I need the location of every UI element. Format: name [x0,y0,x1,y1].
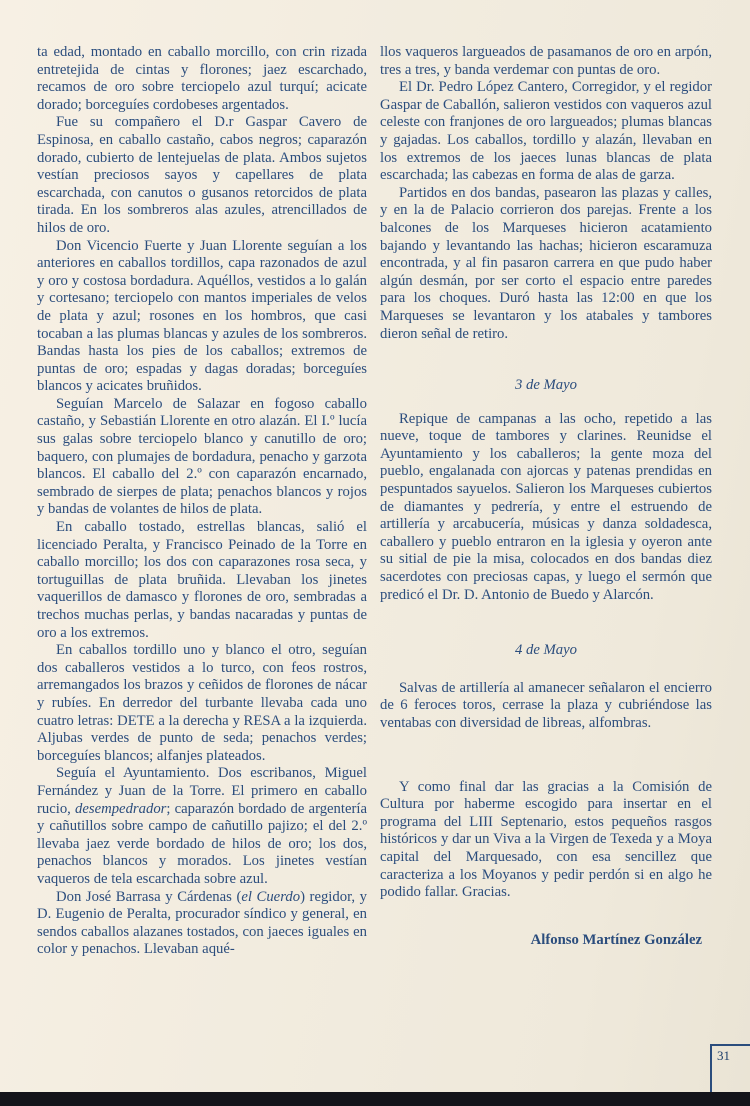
paragraph-continuation: llos vaqueros largueados de pasamanos de oro en arpón, tres a tres, y banda verdemar con puntas de oro. [380,44,712,78]
text-segment: Don José Barrasa y Cárdenas ( [56,888,242,905]
paragraph [37,765,367,888]
page-number-corner-mark [710,1044,750,1093]
text-segment: ; caparazón bordado de argentería y cañutillos sobre campo de cañutillo pajizo; el del 2.º llevaba jaez verde bordado de hilos de oro; los dos, penachos blancos y morados. Los jinetes vestían vaqueros de tela escarchada sobre azul. [37,800,367,887]
italic-term: desempedrador [75,800,167,817]
right-text-column [380,44,712,949]
paragraph: Fue su compañero el D.r Gaspar Cavero de Espinosa, en caballo castaño, cabos negros; caparazón dorado, cubierto de lentejuelas de plata. Ambos sujetos vestían preciosos sayos y capellares de plata escarchada, con canutos o gusanos retorcidos de plata tirada. En los sombreros alas azules, atrencillados de hilos de oro. [37,114,367,236]
section-heading-3-de-mayo: 3 de Mayo [515,377,577,394]
text-segment: ) regidor, y D. Eugenio de Peralta, procurador síndico y general, en sendos caballos alazanes tostados, con jaeces iguales en color y penachos. Llevaban aqué- [37,888,367,958]
paragraph: Seguían Marcelo de Salazar en fogoso caballo castaño, y Sebastián Llorente en otro alazán. El I.º lucía sus galas sobre terciopelo blanco y canutillo de oro; baquero, con plumajes de bordadura, penacho y garzota blancos. El caballo del 2.º con caparazón encarnado, sembrado de sierpes de plata; penachos blancos y rojos y bandas de volantes de hilos de plata. [37,395,367,518]
paragraph [37,889,367,959]
paragraph: Don Vicencio Fuerte y Juan Llorente seguían a los anteriores en caballos tordillos, capa razonados de azul y oro y costosa bordadura. Aquéllos, vestidos a lo galán y cortesano; terciopelo con mantos imperiales de velos de plata y azul; rosones en los hombros, que casi tocaban a las plumas blancas y azules de los sombreros. Bandas hasta los pies de los caballos; extremos de puntas de oro; espadas y dagas doradas; borceguíes blancos y acicates bruñidos. [37,237,367,395]
paragraph: En caballos tordillo uno y blanco el otro, seguían dos caballeros vestidos a lo turco, con feos rostros, arremangados los brazos y ceñidos de florones de nácar y rubíes. En derredor del turbante llevaba cada uno cuatro letras: DETE a la derecha y RESA a la izquierda. Aljubas verdes de punto de seda; penachos verdes; borceguíes blancos; alfanjes plateados. [37,642,367,764]
paragraph: Salvas de artillería al amanecer señalaron el encierro de 6 feroces toros, cerrase la plaza y cubriéndose las ventabas con diversidad de libreas, alfombras. [380,679,712,731]
italic-term: el Cuerdo [241,888,301,905]
page-number: 31 [717,1048,730,1063]
section-heading-4-de-mayo: 4 de Mayo [515,642,577,659]
footer-bar [0,1092,750,1106]
author-signature: Alfonso Martínez González [530,931,702,948]
left-text-column [37,44,367,959]
paragraph: Partidos en dos bandas, pasearon las plazas y calles, y en la de Palacio corrieron dos parejas. Frente a los balcones de los Marqueses hicieron acatamiento bajando y levantando las hachas; hicieron escaramuza encontrada, y al fin pasaron carrera en que pudo haber algún desmán, por ser corto el espacio entre paredes para los choques. Duró hasta las 12:00 en que los Marqueses se levantaron y los atabales y tambores dieron señal de retiro. [380,184,712,342]
paragraph: El Dr. Pedro López Cantero, Corregidor, y el regidor Gaspar de Caballón, salieron vestidos con vaqueros azul celeste con franjones de oro largueados; plumas blancas y gajadas. Los caballos, tordillo y alazán, llevaban en los extremos de los jaeces lunas blancas de plata escarchada; las cabezas en forma de alas de garza. [380,79,712,184]
paragraph: En caballo tostado, estrellas blancas, salió el licenciado Peralta, y Francisco Peinado de la Torre en caballo morcillo; los dos con caparazones rosa seca, y tortuguillas de plata bruñida. Llevaban los jinetes vaquerillos de damasco y florones de oro, sembradas a trechos muchas perlas, y bandas nacaradas y puntas de oro a los extremos. [37,519,367,641]
text-segment: Seguía el Ayuntamiento. Dos escribanos, Miguel Fernández y Juan de la Torre. El primero en caballo rucio, [37,765,367,817]
closing-paragraph: Y como final dar las gracias a la Comisión de Cultura por haberme escogido para insertar en el programa del LIII Septenario, estos pequeños rasgos históricos y dar un Viva a la Virgen de Texeda y a Moya capital del Marquesado, con esa sencillez que caracteriza a los Moyanos y pedir perdón si en algo he podido fallar. Gracias. [380,778,712,901]
paragraph-continuation: ta edad, montado en caballo morcillo, con crin rizada entretejida de cintas y florones; jaez escarchado, recamos de oro sobre terciopelo azul turquí; acicate dorado; borceguíes cordobeses argentados. [37,44,367,113]
paragraph: Repique de campanas a las ocho, repetido a las nueve, toque de tambores y clarines. Reunidse el Ayuntamiento y los caballeros; la gente moza del pueblo, engalanada con ajorcas y patenas prendidas en pespuntados sayuelos. Salieron los Marqueses cubiertos de diamantes y pedrería, y entre el estruendo de artillería y arcabucería, músicas y danza soldadesca, caballero y pueblo entraron en la iglesia y oyeron ante su sitial de pie la misa, colocados en dos bandas diez sacerdotes con preciosas capas, y luego el sermón que predicó el Dr. D. Antonio de Buedo y Alarcón. [380,410,712,603]
